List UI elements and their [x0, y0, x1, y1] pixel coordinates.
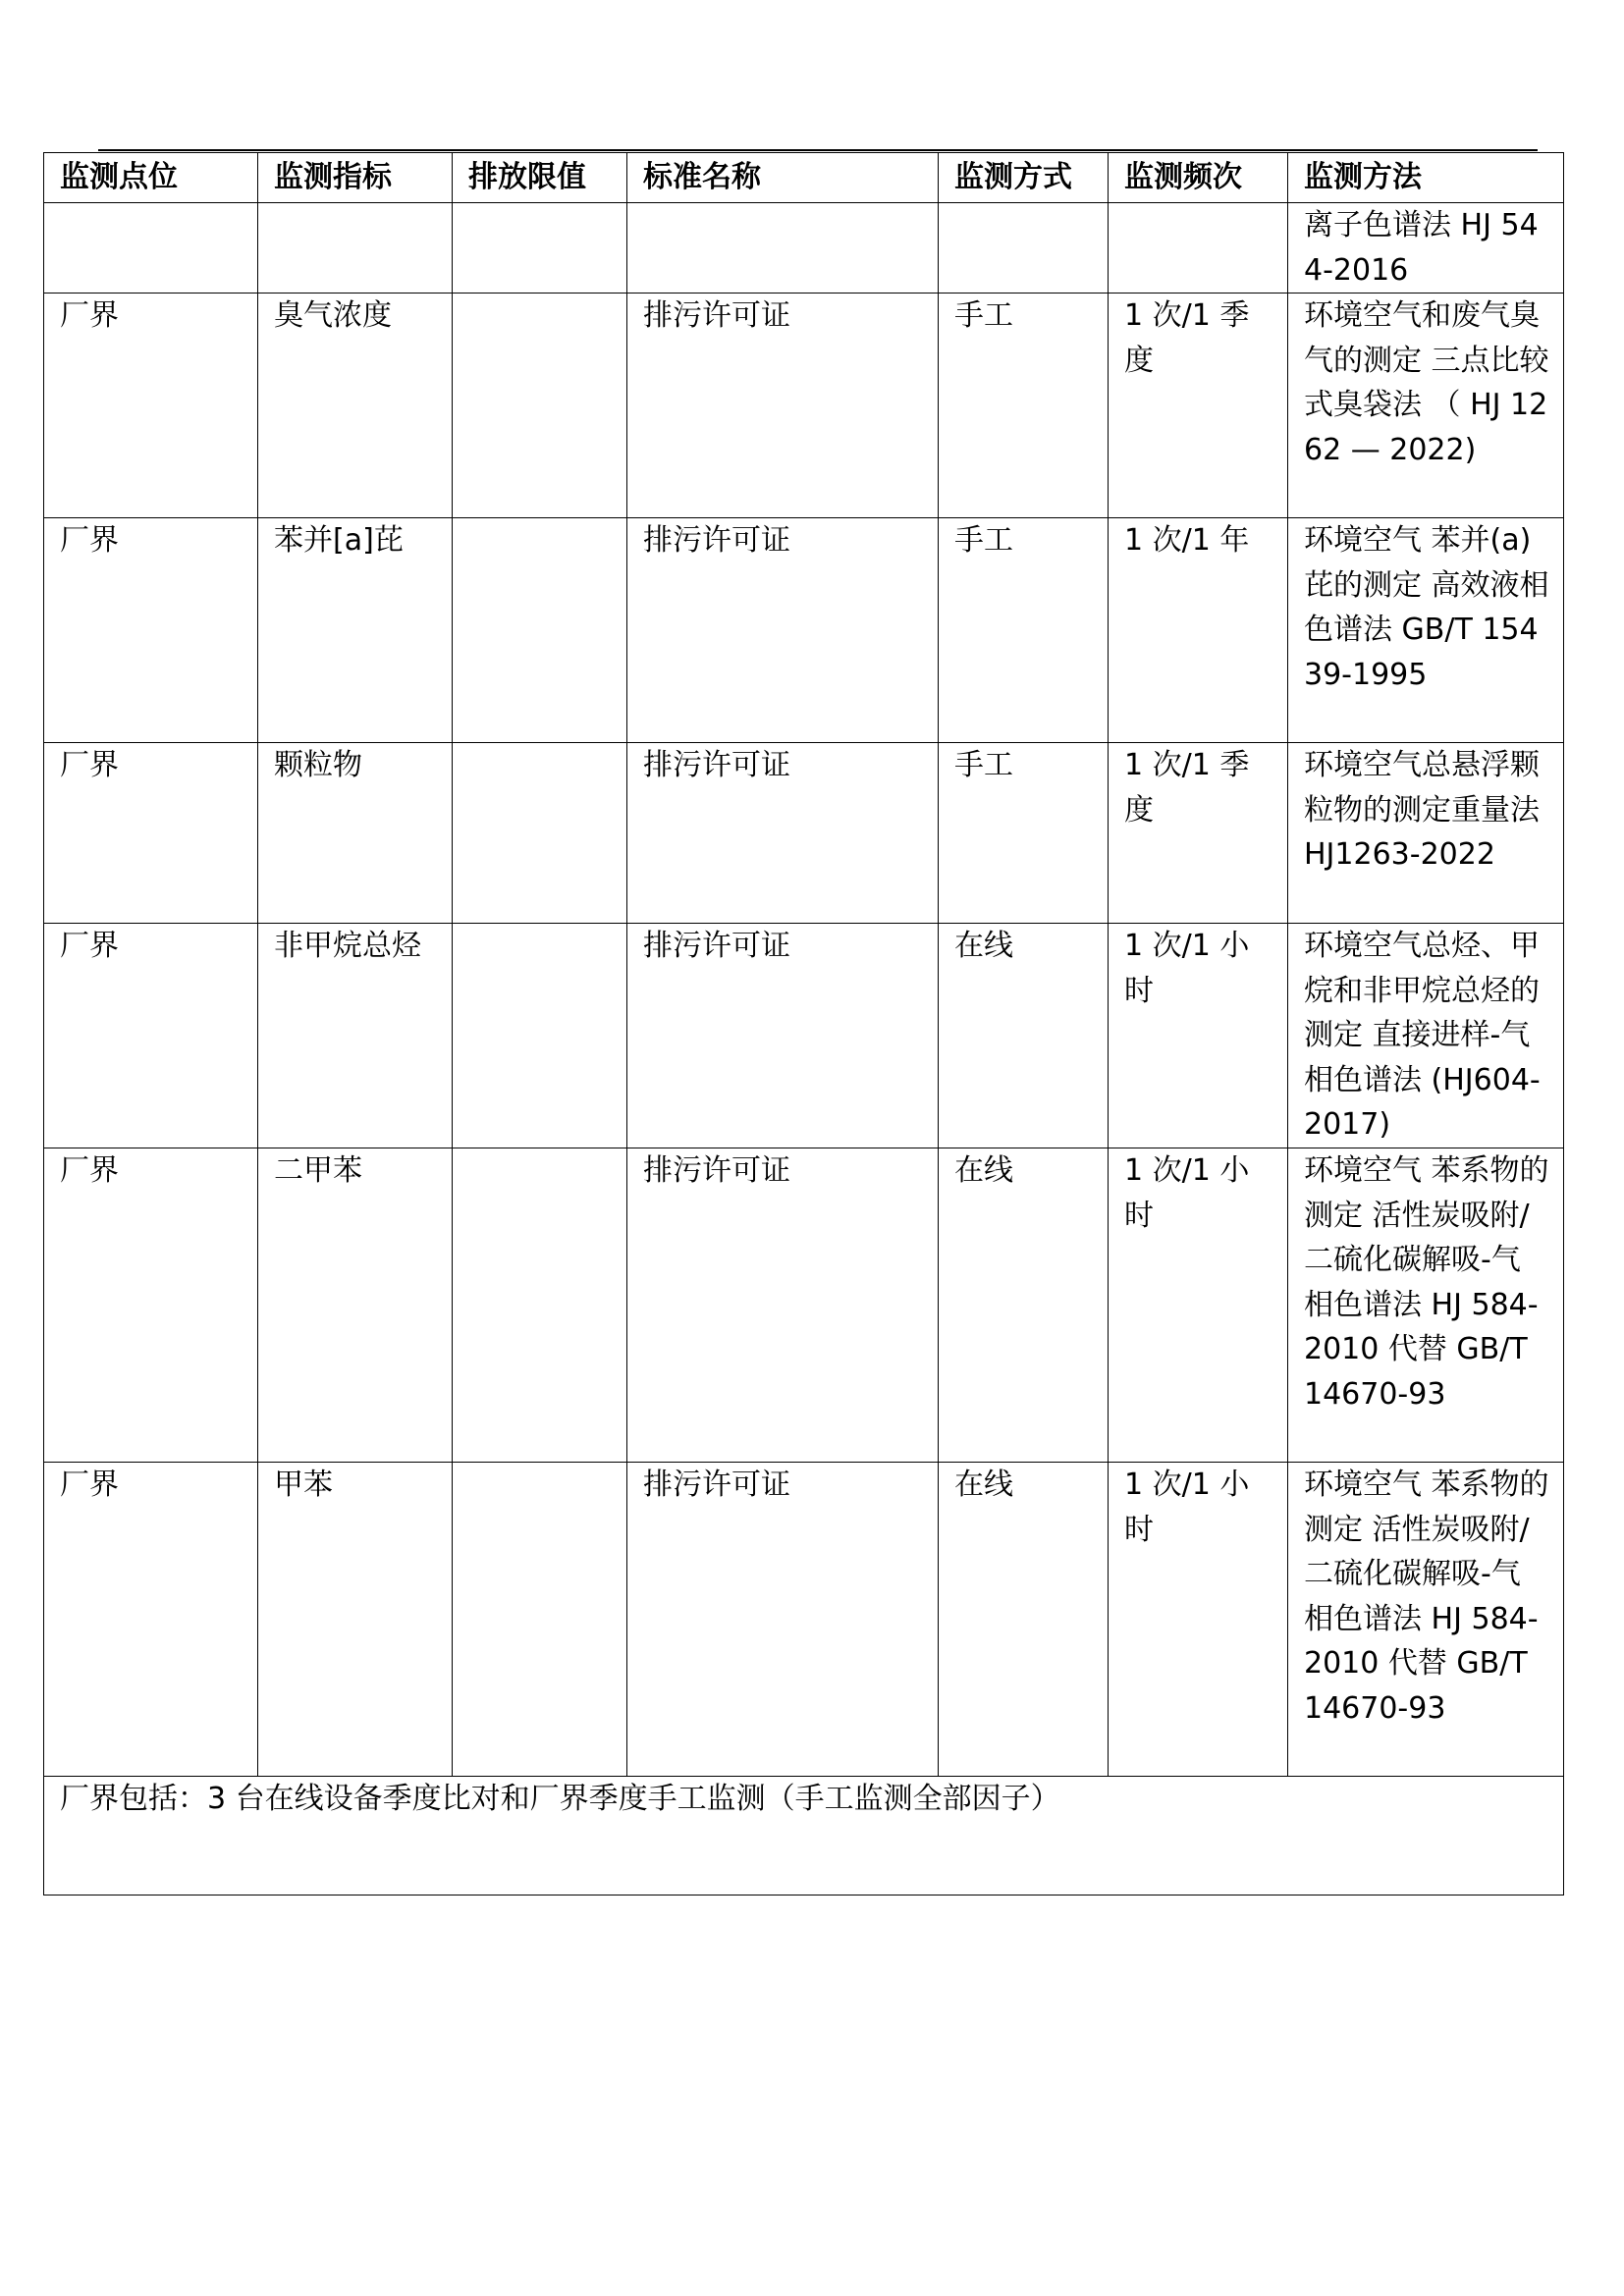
- cell-limit: [453, 518, 627, 743]
- cell-mode: 在线: [939, 924, 1109, 1148]
- cell-method: 离子色谱法 HJ 544-2016: [1288, 203, 1564, 294]
- cell-point: 厂界: [44, 518, 258, 743]
- cell-frequency: 1 次/1 年: [1109, 518, 1288, 743]
- cell-method: 环境空气总悬浮颗粒物的测定重量法 HJ1263-2022: [1288, 743, 1564, 924]
- top-rule: [98, 149, 1538, 151]
- cell-mode: 手工: [939, 518, 1109, 743]
- cell-limit: [453, 294, 627, 518]
- cell-frequency: 1 次/1 小时: [1109, 924, 1288, 1148]
- cell-limit: [453, 1148, 627, 1463]
- cell-point: 厂界: [44, 1148, 258, 1463]
- col-header-limit: 排放限值: [453, 153, 627, 203]
- table-row: [44, 743, 1564, 924]
- cell-point: [44, 203, 258, 294]
- col-header-point: 监测点位: [44, 153, 258, 203]
- cell-mode: [939, 203, 1109, 294]
- table-row: [44, 203, 1564, 294]
- cell-indicator: 二甲苯: [258, 1148, 453, 1463]
- cell-mode: 手工: [939, 743, 1109, 924]
- note-row: [44, 1777, 1564, 1896]
- cell-mode: 手工: [939, 294, 1109, 518]
- col-header-frequency: 监测频次: [1109, 153, 1288, 203]
- cell-indicator: 非甲烷总烃: [258, 924, 453, 1148]
- cell-method: 环境空气和废气臭气的测定 三点比较式臭袋法 （ HJ 1262 — 2022): [1288, 294, 1564, 518]
- table-note: 厂界包括：3 台在线设备季度比对和厂界季度手工监测（手工监测全部因子）: [44, 1777, 1564, 1896]
- cell-method: 环境空气 苯并(a)芘的测定 高效液相色谱法 GB/T 15439-1995: [1288, 518, 1564, 743]
- cell-indicator: 颗粒物: [258, 743, 453, 924]
- cell-point: 厂界: [44, 294, 258, 518]
- cell-method: 环境空气 苯系物的测定 活性炭吸附/二硫化碳解吸-气相色谱法 HJ 584-2010 代替 GB/T 14670-93: [1288, 1148, 1564, 1463]
- cell-standard: [627, 203, 939, 294]
- cell-frequency: 1 次/1 小时: [1109, 1463, 1288, 1777]
- table-row: [44, 518, 1564, 743]
- cell-point: 厂界: [44, 743, 258, 924]
- monitoring-table: [43, 152, 1564, 1896]
- cell-standard: 排污许可证: [627, 294, 939, 518]
- cell-mode: 在线: [939, 1148, 1109, 1463]
- col-header-indicator: 监测指标: [258, 153, 453, 203]
- header-row: [44, 153, 1564, 203]
- cell-point: 厂界: [44, 924, 258, 1148]
- cell-method: 环境空气总烃、甲烷和非甲烷总烃的测定 直接进样-气相色谱法 (HJ604-2017): [1288, 924, 1564, 1148]
- cell-frequency: 1 次/1 季度: [1109, 294, 1288, 518]
- cell-frequency: 1 次/1 小时: [1109, 1148, 1288, 1463]
- col-header-standard: 标准名称: [627, 153, 939, 203]
- cell-standard: 排污许可证: [627, 1148, 939, 1463]
- cell-standard: 排污许可证: [627, 924, 939, 1148]
- cell-mode: 在线: [939, 1463, 1109, 1777]
- cell-standard: 排污许可证: [627, 1463, 939, 1777]
- cell-indicator: 臭气浓度: [258, 294, 453, 518]
- cell-limit: [453, 924, 627, 1148]
- cell-indicator: 苯并[a]芘: [258, 518, 453, 743]
- cell-limit: [453, 203, 627, 294]
- cell-indicator: 甲苯: [258, 1463, 453, 1777]
- table-row: [44, 1148, 1564, 1463]
- table-row: [44, 924, 1564, 1148]
- col-header-mode: 监测方式: [939, 153, 1109, 203]
- cell-point: 厂界: [44, 1463, 258, 1777]
- cell-method: 环境空气 苯系物的测定 活性炭吸附/二硫化碳解吸-气相色谱法 HJ 584-2010 代替 GB/T 14670-93: [1288, 1463, 1564, 1777]
- cell-limit: [453, 743, 627, 924]
- cell-indicator: [258, 203, 453, 294]
- cell-frequency: [1109, 203, 1288, 294]
- col-header-method: 监测方法: [1288, 153, 1564, 203]
- cell-standard: 排污许可证: [627, 743, 939, 924]
- table-row: [44, 294, 1564, 518]
- table-row: [44, 1463, 1564, 1777]
- cell-frequency: 1 次/1 季度: [1109, 743, 1288, 924]
- cell-standard: 排污许可证: [627, 518, 939, 743]
- cell-limit: [453, 1463, 627, 1777]
